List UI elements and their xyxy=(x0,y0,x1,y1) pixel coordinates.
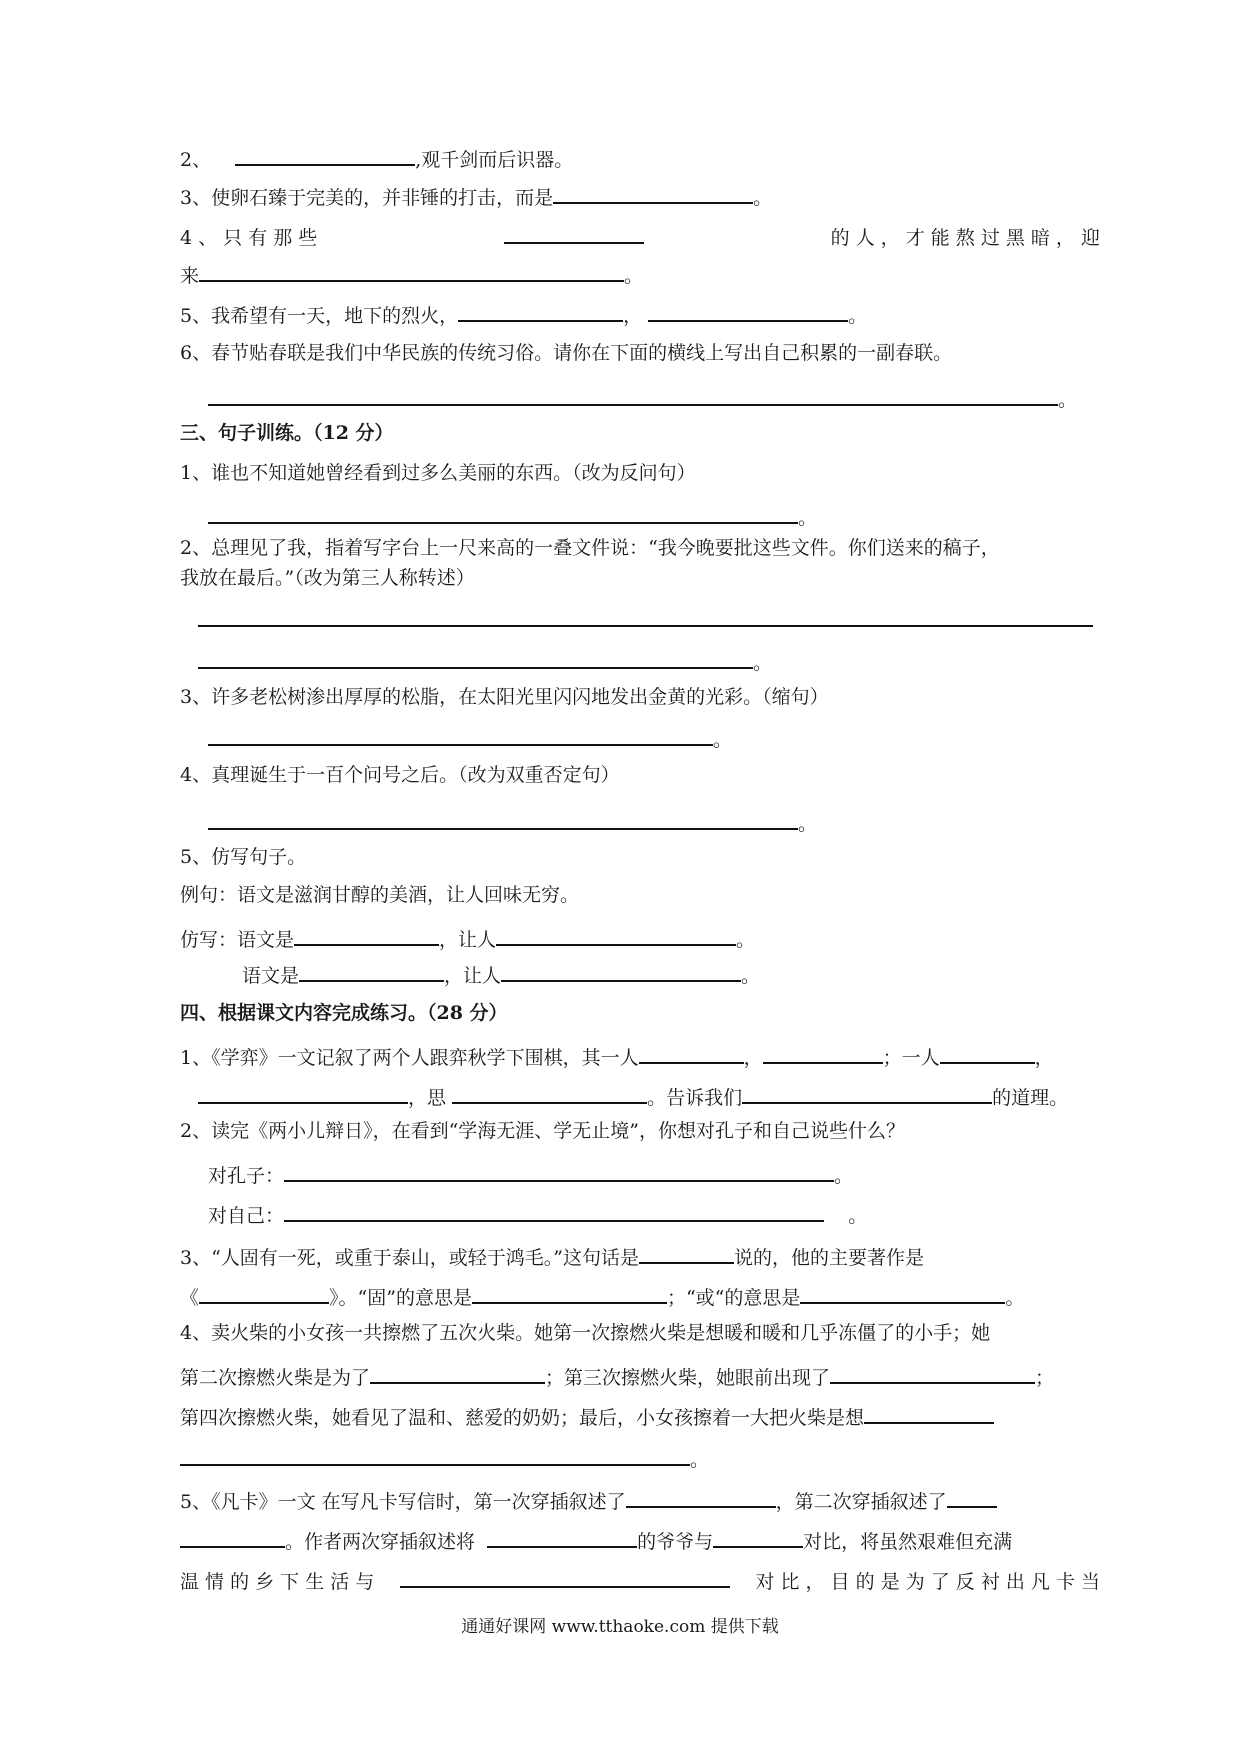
q-text: 。 xyxy=(713,729,733,751)
s2-q6-answer xyxy=(208,382,1077,413)
q-text: 3、许多老松树渗出厚厚的松脂，在太阳光里闪闪地发出金黄的光彩。（缩句） xyxy=(180,686,829,708)
answer-blank[interactable] xyxy=(763,1040,883,1064)
s3-imitate-1 xyxy=(180,922,755,953)
q-text: ， xyxy=(623,305,643,327)
q-text: 1、谁也不知道她曾经看到过多么美丽的东西。（改为反问句） xyxy=(180,462,696,484)
answer-blank[interactable] xyxy=(713,1524,803,1548)
q-text: 对自己： xyxy=(208,1205,285,1227)
answer-blank[interactable] xyxy=(452,1080,647,1104)
s4-q5-line3 xyxy=(180,1564,1100,1595)
s4-q2-b xyxy=(208,1198,867,1229)
q-text: 对比，将虽然艰难但充满 xyxy=(803,1531,1013,1553)
answer-blank[interactable] xyxy=(370,1360,545,1384)
q-text: 对 比 ， 目 的 是 为 了 反 衬 出 凡 卡 当 xyxy=(755,1571,1100,1593)
answer-blank[interactable] xyxy=(830,1360,1035,1384)
q-text: 的爷爷与 xyxy=(637,1531,714,1553)
q-text: ，第二次穿插叙述了 xyxy=(775,1491,947,1513)
q-text: 语文是 xyxy=(242,965,300,987)
q-text: 4、卖火柴的小女孩一共擦燃了五次火柴。她第一次擦燃火柴是想暖和暖和几乎冻僵了的小手；她 xyxy=(180,1322,991,1344)
q-text: 。 xyxy=(834,1165,854,1187)
answer-blank[interactable] xyxy=(639,1040,744,1064)
s3-q3 xyxy=(180,684,829,710)
q-text: ，让人 xyxy=(439,929,497,951)
answer-line[interactable] xyxy=(284,1198,824,1222)
s2-q4-line2 xyxy=(180,258,643,289)
q-text: 5、仿写句子。 xyxy=(180,846,307,868)
q-text: 3、“人固有一死，或重于泰山，或轻于鸿毛。”这句话是 xyxy=(180,1247,640,1269)
q-text: 温 情 的 乡 下 生 活 与 xyxy=(180,1571,375,1593)
q-text: 4、真理诞生于一百个问号之后。（改为双重否定句） xyxy=(180,764,620,786)
q-text: 6、春节贴春联是我们中华民族的传统习俗。请你在下面的横线上写出自己积累的一副春联。 xyxy=(180,342,953,364)
s4-q4-line3 xyxy=(180,1400,994,1431)
s2-q6 xyxy=(180,340,952,366)
section-3-heading xyxy=(180,420,394,446)
q-text: 。 xyxy=(753,652,773,674)
q-text: 对孔子： xyxy=(208,1165,285,1187)
answer-blank[interactable] xyxy=(487,1524,637,1548)
q-text: ；“或“的意思是 xyxy=(666,1287,801,1309)
answer-blank[interactable] xyxy=(626,1484,776,1508)
q-text: 。 xyxy=(798,813,818,835)
q-text: 《 xyxy=(180,1287,200,1309)
s2-q3 xyxy=(180,180,772,211)
q-text: ；一人 xyxy=(882,1047,940,1069)
q-text: 。 xyxy=(690,1449,710,1471)
q-text: 5、《凡卡》一文 在写凡卡写信时，第一次穿插叙述了 xyxy=(180,1491,626,1513)
q-text: 2、读完《两小儿辩日》，在看到“学海无涯、学无止境”，你想对孔子和自己说些什么？ xyxy=(180,1120,906,1142)
q-text: 的 人 ， 才 能 熬 过 黑 暗 ， 迎 xyxy=(830,227,1100,249)
s3-imitate-2 xyxy=(242,958,760,989)
q-text: 。 xyxy=(753,187,773,209)
answer-line[interactable] xyxy=(208,382,1058,406)
q-text: ； xyxy=(1035,1367,1055,1389)
answer-blank[interactable] xyxy=(940,1040,1035,1064)
answer-blank[interactable] xyxy=(553,180,753,204)
s3-q4-answer xyxy=(208,806,817,837)
q-text: ；第三次擦燃火柴，她眼前出现了 xyxy=(545,1367,831,1389)
q-text: ，让人 xyxy=(444,965,502,987)
s4-q4-line1 xyxy=(180,1320,990,1346)
q-text: ， xyxy=(743,1047,763,1069)
q-text: 的道理。 xyxy=(992,1087,1069,1109)
answer-blank[interactable] xyxy=(800,1280,1005,1304)
s2-q2 xyxy=(180,142,573,173)
q-text: 5、我希望有一天，地下的烈火， xyxy=(180,305,459,327)
heading-text: 三、句子训练。（12 分） xyxy=(180,422,394,444)
q-text: ，思 xyxy=(408,1087,447,1109)
answer-line[interactable] xyxy=(208,806,798,830)
answer-blank[interactable] xyxy=(496,922,736,946)
heading-text: 四、根据课文内容完成练习。（28 分） xyxy=(180,1002,508,1024)
q-text: 》。“固”的意思是 xyxy=(329,1287,472,1309)
q-text: 我放在最后。”（改为第三人称转述） xyxy=(180,567,475,589)
q-text: 。 xyxy=(741,965,761,987)
q-text: 来 xyxy=(180,265,200,287)
s4-q5-line1 xyxy=(180,1484,997,1515)
q-text: 。 xyxy=(736,929,756,951)
s3-q1-answer xyxy=(208,500,817,531)
q-text: 。 xyxy=(798,507,818,529)
s4-q3-line1 xyxy=(180,1240,924,1271)
q-text: 。告诉我们 xyxy=(647,1087,743,1109)
s4-q5-line2 xyxy=(180,1524,1012,1555)
q-text: 4 、 只 有 那 些 xyxy=(180,227,318,249)
s4-q1-line1 xyxy=(180,1040,1054,1071)
answer-blank[interactable] xyxy=(235,142,415,166)
s4-q4-line4 xyxy=(180,1442,709,1473)
s3-q2-line2 xyxy=(180,565,475,591)
q-text: 1、《学弈》一文记叙了两个人跟弈秋学下围棋，其一人 xyxy=(180,1047,639,1069)
answer-blank[interactable] xyxy=(472,1280,667,1304)
page-footer: 通通好课网 www.tthaoke.com 提供下载 xyxy=(461,1617,779,1637)
s3-q3-answer xyxy=(208,722,732,753)
imitate-label: 仿写： xyxy=(180,929,238,951)
s4-q3-line2 xyxy=(180,1280,1024,1311)
answer-blank[interactable] xyxy=(864,1400,994,1424)
q-number: 2、 xyxy=(180,149,212,171)
answer-line[interactable] xyxy=(284,1158,834,1182)
answer-blank[interactable] xyxy=(648,298,848,322)
answer-blank[interactable] xyxy=(299,958,444,982)
q-text: 第二次擦燃火柴是为了 xyxy=(180,1367,371,1389)
answer-line[interactable] xyxy=(208,500,798,524)
s4-q4-line2 xyxy=(180,1360,1054,1391)
q-text: 第四次擦燃火柴，她看见了温和、慈爱的奶奶；最后，小女孩擦着一大把火柴是想 xyxy=(180,1407,865,1429)
example-text: 例句：语文是滋润甘醇的美酒，让人回味无穷。 xyxy=(180,884,580,906)
s3-q5 xyxy=(180,844,306,870)
q-text: 。 xyxy=(1005,1287,1025,1309)
q-text: 。 xyxy=(848,305,868,327)
q-text: 说的，他的主要著作是 xyxy=(734,1247,925,1269)
answer-line[interactable] xyxy=(208,722,713,746)
q-text: 。 xyxy=(624,265,644,287)
answer-blank[interactable] xyxy=(947,1484,997,1508)
s4-q1-line2 xyxy=(198,1080,1068,1111)
s4-q2 xyxy=(180,1118,905,1144)
s2-q4-line1 xyxy=(180,220,1100,251)
answer-blank[interactable] xyxy=(501,958,741,982)
q-text: ， xyxy=(1034,1047,1054,1069)
answer-blank[interactable] xyxy=(294,922,439,946)
answer-blank[interactable] xyxy=(199,1280,329,1304)
answer-blank[interactable] xyxy=(400,1564,730,1588)
s3-q2-answer2 xyxy=(198,645,772,676)
s3-example xyxy=(180,882,579,908)
q-text: 3、使卵石臻于完美的，并非锤的打击，而是 xyxy=(180,187,554,209)
answer-line[interactable] xyxy=(198,645,753,669)
s2-q5 xyxy=(180,298,867,329)
answer-blank[interactable] xyxy=(198,1080,408,1104)
answer-blank[interactable] xyxy=(199,258,624,282)
section-4-heading xyxy=(180,1000,508,1026)
q-text: 2、总理见了我，指着写字台上一尺来高的一叠文件说：“我今晚要批这些文件。你们送来的稿子， xyxy=(180,537,1000,559)
s4-q2-a xyxy=(208,1158,853,1189)
s3-q4 xyxy=(180,762,620,788)
answer-blank[interactable] xyxy=(742,1080,992,1104)
answer-blank[interactable] xyxy=(639,1240,734,1264)
answer-blank[interactable] xyxy=(180,1524,285,1548)
q-text: 。 xyxy=(848,1205,868,1227)
s3-q1 xyxy=(180,460,696,486)
answer-line[interactable] xyxy=(198,625,1093,627)
answer-blank[interactable] xyxy=(504,220,644,244)
s3-q2-line1 xyxy=(180,535,1000,561)
q-text: ,观千剑而后识器。 xyxy=(415,149,574,171)
q-text: 语文是 xyxy=(237,929,295,951)
q-text: 。 xyxy=(1058,389,1078,411)
answer-line[interactable] xyxy=(180,1442,690,1466)
answer-blank[interactable] xyxy=(458,298,623,322)
q-text: 。作者两次穿插叙述将 xyxy=(285,1531,476,1553)
